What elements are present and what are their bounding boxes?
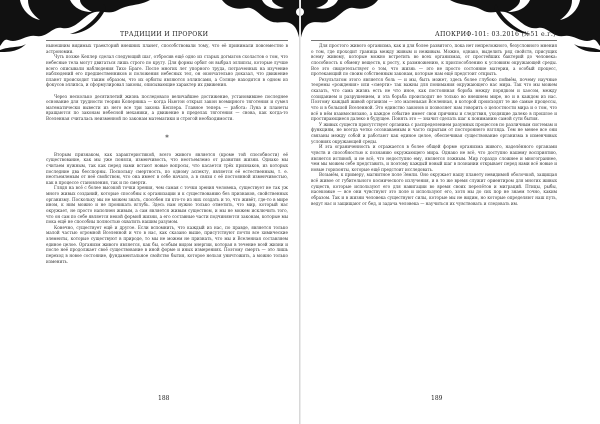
right-running-head: АПОКРИФ-101: 03.2016 (№51 е.г.)	[435, 31, 556, 38]
section-separator: *	[165, 133, 169, 142]
right-body-text	[311, 43, 557, 206]
left-body-text	[46, 43, 288, 264]
left-paragraph-2: Чуть позже Кеплер сделал следующий шаг, отбросив ещё одно из старых догматов схоластов о том, что небесные тела могут двигаться лишь строго по кругу. Для формы орбит он выбрал эллипсы, которые лучше всего описывали наблюдения Тихо Браге. После многих лет упорного труда, потраченных на изучение наблюдений его предшественников и положения небесных тел, он окончательно доказал, что движение планет происходит таким образом, что их орбиты являются эллипсами, а Солнце находится в одном из фокусов эллипса, и сформулировал законы, описывающие характер их движения.	[46, 54, 288, 88]
left-paragraph-3: Через несколько десятилетий жизнь последовало величайшее достижение, установившее последнее основание для трудности теории Коперника — когда Ньютон открыл закон всемирного тяготения и сумел математически вывести из него все три закона Кеплера. Главное теперь — работа: Луна и планеты вращаются по законам небесной механики, а движение в пределах тяготения — снова, как когда-то Вселенная считалась неизменной по законам математики и строгой необходимости.	[46, 93, 288, 122]
right-page-number: 189	[431, 395, 443, 402]
right-paragraph-3: У живых существ присутствует органика с распределением разумных процессов по различным системам и функциям, не всегда четко осознаваемым и часто скрытым от постороннего взгляда. Тем не менее все они связаны между собой и работают как единое целое, обеспечивая существование организма в изменчивых условиях окружающей среды.	[311, 121, 557, 144]
right-paragraph-1: Для простого живого организма, как и для более развитого, пока нет непреложного, безусловного мнения о том, где проходит граница между живым и неживым. Можно, однако, выделить ряд свойств, присущих всему живому, которые можно встретить во всех организмах, от простейших бактерий до человека: способность к обмену веществ, к росту, к размножению, к приспособлению к условиям окружающей среды. Все это свидетельствует о том, что жизнь — это не просто состояние материи, а особый процесс, протекающий по своим собственным законам, которые нам ещё предстоит открыть.	[311, 43, 557, 77]
left-paragraph-5: Глядя на всё с более высокой точки зрения, чем самая с точки зрения человека, существует не так уж много живых созданий, которые способны к организации и к существованию без признаков, свойственных организму. Поскольку мы не можем знать, способен ли кто-то из них создать и то, что живёт, где-то в мире ином, к ним можно и не проникать вглубь. Здесь нам нужно только отметить, что мир, который нас окружает, не просто наполнен живым, а сам является живым существом, и мы не можем исключить того, что он сам по себе является некой формой жизни, а его составные части подчиняются законам, которые мы пока ещё не способны полностью охватить нашим разумом.	[46, 185, 288, 225]
right-paragraph-5: Возьмём, к примеру, магнитное поле Земли. Оно окружает нашу планету невидимой оболочкой, защищая всё живое от губительного космического излучения, и в то же время служит ориентиром для многих живых существ, которые используют его для навигации во время своих перелётов и миграций. Птицы, рыбы, насекомые — все они чувствуют это поле и используют его, хотя мы до сих пор не знаем точно, каким образом. Так и в жизни человека существуют силы, которые мы не видим, но которые определяют наш путь, ведут нас и защищают от бед, и задача человека — научиться их чувствовать и следовать им.	[311, 172, 557, 206]
right-page	[301, 0, 600, 424]
right-head-rule	[311, 40, 557, 41]
left-paragraph-4: Вторым признаком, как характеристикой, всего живого является (кроме той способности) её существование, как мы уже поняли, изменчивость, что неотъемлемо от развития жизни. Однако мы считаем нужным, так как перед нами встают новые вопросы, что касается трёх признаков, из которых последние два бесспорны. Поскольку смертность, по одному аспекту, является её естественным, т. е. неотъемлемым от неё свойством, что она имеет в себе начало, а в связи с её постоянной изменчивостью, как в процессе становления, так и по смерти.	[46, 151, 288, 185]
left-page-number: 188	[158, 395, 170, 402]
right-paragraph-4: И эта ограниченность и отражается в более общей форме организма живого, наделённого органами чувств и способностью к познанию окружающего мира. Однако не всё, что доступно нашему восприятию, является истиной, и не всё, что недоступно ему, является ложным. Мир гораздо сложнее и многограннее, чем мы можем себе представить, и поэтому каждый новый шаг в познании открывает перед нами всё новые и новые горизонты, которые ещё предстоит исследовать.	[311, 144, 557, 172]
right-paragraph-2: Результатом этого является боль — и мы, быть может, здесь более глубоко поймём, почему научные теоремы «рождения» или «смерти» так важны для понимания окружающего нас мира. Так что мы можем сказать, что сама жизнь есть не что иное, как постоянная борьба между порядком и хаосом, между созиданием и разрушением, и эта борьба происходит не только во внешнем мире, но и в каждом из нас. Поэтому каждый живой организм — это маленькая Вселенная, в которой происходят те же самые процессы, что и в большой Вселенной. Это единство законов и позволяет нам говорить о целостности мира и о том, что всё в нём взаимосвязано, а каждое событие имеет свои причины и следствия, уходящие далеко в прошлое и простирающиеся далеко в будущее. Понять это — значит сделать шаг к пониманию самой сути бытия.	[311, 76, 557, 122]
left-paragraph-6: Конечно, существует ещё и другое. Если вспомнить, что каждый из нас, по правде, является только малой частью огромной Вселенной и что в нас, как сказано выше, присутствуют почти все химические элементы, которые существуют в природе, то мы не можем не признать, что мы и Вселенная составляем единое целое. Организм живого является, как бы, особым видом энергии, которая в течение всей жизни и после неё продолжает своё существование в иной форме и иных измерениях. Поэтому смерть — это лишь переход в новое состояние, фундаментальное свойство бытия, которое нельзя уничтожить, а можно только изменить.	[46, 224, 288, 264]
left-paragraph-1: нынешним видимых траекторий внешних планет, способствовали тому, что её принимали повсеместно в астрономии.	[46, 43, 288, 54]
left-page	[0, 0, 299, 424]
left-running-head: ТРАДИЦИИ И ПРОРОКИ	[120, 31, 209, 38]
left-head-rule	[46, 40, 288, 41]
